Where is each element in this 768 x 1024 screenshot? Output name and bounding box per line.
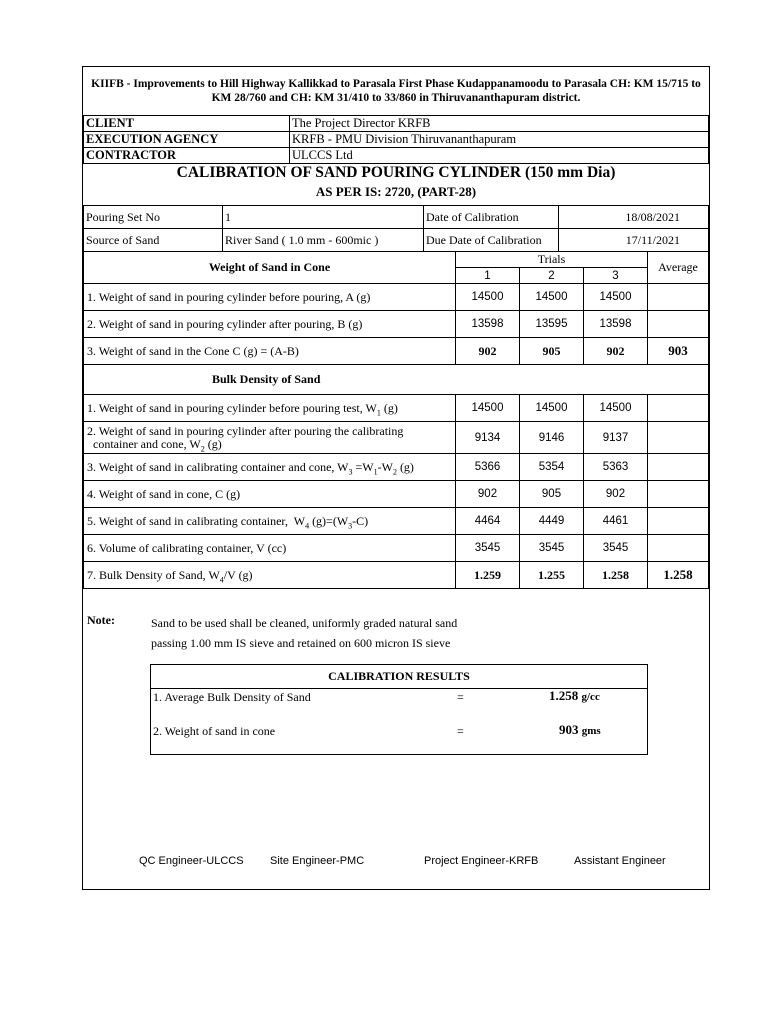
info-value: The Project Director KRFB	[290, 116, 709, 132]
trial-value: 9134	[456, 422, 520, 454]
row-label: 1. Weight of sand in pouring cylinder before pouring test, $W_1$ (g)	[84, 395, 456, 422]
bulk-section-row	[84, 365, 709, 395]
project-info-table	[83, 115, 709, 164]
row-label: 2. Weight of sand in pouring cylinder after pouring, B (g)	[84, 311, 456, 338]
details-row-2	[84, 229, 709, 252]
trial-value: 4464	[456, 508, 520, 535]
note-text	[151, 613, 457, 653]
row-label: 5. Weight of sand in calibrating container, $W_4$ $(g)=(W_3-C)$	[84, 508, 456, 535]
trial-value: 14500	[456, 284, 520, 311]
trial-value: 3545	[584, 535, 648, 562]
trial-value: 4449	[520, 508, 584, 535]
average-value: 903	[648, 338, 709, 365]
info-key: EXECUTION AGENCY	[84, 132, 290, 148]
result-row-density-label: 1. Average Bulk Density of Sand	[153, 690, 311, 704]
result-row-density-equals: =	[457, 690, 464, 704]
trial-value: 14500	[456, 395, 520, 422]
trial-value: 902	[584, 481, 648, 508]
table-row	[84, 311, 709, 338]
row-label: 6. Volume of calibrating container, V (cc)	[84, 535, 456, 562]
row-label: 2. Weight of sand in pouring cylinder after pouring the calibrating container and cone, $W_2$ (g)	[84, 422, 456, 454]
trials-header-row	[84, 252, 709, 268]
pouring-set-value: 1	[223, 206, 424, 229]
pouring-set-label: Pouring Set No	[84, 206, 223, 229]
result-row-cone-equals: =	[457, 724, 464, 738]
average-value	[648, 535, 709, 562]
project-title: KIIFB - Improvements to Hill Highway Kallikkad to Parasala First Phase Kudappanamoodu to Parasala CH: KM 15/715 to KM 28/760 and CH: KM 31/410 to 33/860 in Thiruvananthapuram district.	[91, 78, 701, 104]
info-key: CLIENT	[84, 116, 290, 132]
table-row	[84, 508, 709, 535]
average-value	[648, 508, 709, 535]
bulk-section-heading: Bulk Density of Sand	[84, 365, 709, 395]
trial-value: 3545	[520, 535, 584, 562]
date-value: 18/08/2021	[559, 206, 709, 229]
trial-value: 14500	[584, 284, 648, 311]
trial-value: 1.259	[456, 562, 520, 589]
details-row-1	[84, 206, 709, 229]
table-row	[84, 395, 709, 422]
table-row	[84, 454, 709, 481]
trial-number: 3	[584, 268, 648, 284]
density-unit: g/cc	[581, 691, 600, 703]
average-value	[648, 454, 709, 481]
average-value	[648, 481, 709, 508]
date-label: Date of Calibration	[424, 206, 559, 229]
info-key: CONTRACTOR	[84, 148, 290, 164]
average-value	[648, 311, 709, 338]
info-row-client	[84, 116, 709, 132]
trial-value: 13598	[456, 311, 520, 338]
average-label: Average	[648, 252, 709, 284]
table-row	[84, 535, 709, 562]
trial-value: 14500	[520, 284, 584, 311]
trial-value: 14500	[520, 395, 584, 422]
average-value	[648, 422, 709, 454]
trial-value: 3545	[456, 535, 520, 562]
info-row-agency	[84, 132, 709, 148]
trials-label: Trials	[456, 252, 648, 268]
source-value: River Sand ( 1.0 mm - 600mic )	[223, 229, 424, 252]
trial-value: 905	[520, 338, 584, 365]
table-row	[84, 422, 709, 454]
trial-value: 902	[456, 338, 520, 365]
main-heading: CALIBRATION OF SAND POURING CYLINDER (150 mm Dia)	[176, 164, 616, 181]
info-value: KRFB - PMU Division Thiruvananthapuram	[290, 132, 709, 148]
results-title: CALIBRATION RESULTS	[151, 665, 647, 689]
table-row	[84, 284, 709, 311]
sheet-heading	[83, 163, 709, 203]
cone-weight-unit: gms	[581, 725, 601, 737]
trial-value: 13598	[584, 311, 648, 338]
signature-assistant-engineer: Assistant Engineer	[574, 855, 666, 867]
calibration-sheet	[82, 66, 710, 890]
trial-value: 14500	[584, 395, 648, 422]
result-row-cone-label: 2. Weight of sand in cone	[153, 724, 276, 738]
trial-value: 4461	[584, 508, 648, 535]
row-label: 4. Weight of sand in cone, C (g)	[84, 481, 456, 508]
result-row-cone-value	[559, 722, 601, 738]
trial-value: 9146	[520, 422, 584, 454]
note-line: passing 1.00 mm IS sieve and retained on 600 micron IS sieve	[151, 636, 451, 650]
trial-value: 5366	[456, 454, 520, 481]
trial-value: 902	[456, 481, 520, 508]
density-value: 1.258	[549, 688, 579, 703]
trial-value: 1.255	[520, 562, 584, 589]
info-row-contractor	[84, 148, 709, 164]
trial-number: 2	[520, 268, 584, 284]
trial-number: 1	[456, 268, 520, 284]
calibration-results-box	[150, 664, 648, 755]
average-value	[648, 284, 709, 311]
average-value: 1.258	[648, 562, 709, 589]
trial-value: 5363	[584, 454, 648, 481]
result-row-density-value	[549, 688, 600, 704]
trial-value: 902	[584, 338, 648, 365]
average-value	[648, 395, 709, 422]
calibration-details-table	[83, 205, 709, 252]
signature-site-engineer: Site Engineer-PMC	[270, 855, 365, 867]
trial-value: 5354	[520, 454, 584, 481]
note-label: Note:	[87, 613, 115, 627]
due-date-value: 17/11/2021	[559, 229, 709, 252]
table-row	[84, 338, 709, 365]
trial-value: 13595	[520, 311, 584, 338]
note-line: Sand to be used shall be cleaned, uniformly graded natural sand	[151, 616, 458, 630]
signature-qc-engineer: QC Engineer-ULCCS	[139, 855, 244, 867]
cone-section-heading: Weight of Sand in Cone	[84, 252, 456, 284]
sub-heading: AS PER IS: 2720, (PART-28)	[315, 184, 477, 199]
row-label: 7. Bulk Density of Sand, $W_4/V$ (g)	[84, 562, 456, 589]
trial-value: 905	[520, 481, 584, 508]
due-date-label: Due Date of Calibration	[424, 229, 559, 252]
table-row	[84, 481, 709, 508]
signature-project-engineer: Project Engineer-KRFB	[424, 855, 539, 867]
cone-weight-value: 903	[559, 722, 579, 737]
test-results-table	[83, 251, 709, 589]
trial-value: 9137	[584, 422, 648, 454]
row-label: 1. Weight of sand in pouring cylinder before pouring, A (g)	[84, 284, 456, 311]
source-label: Source of Sand	[84, 229, 223, 252]
table-row	[84, 562, 709, 589]
info-value: ULCCS Ltd	[290, 148, 709, 164]
row-label: 3. Weight of sand in calibrating container and cone, $W_3 =W_1-W_2$ (g)	[84, 454, 456, 481]
row-label: 3. Weight of sand in the Cone C (g) = (A-B)	[84, 338, 456, 365]
trial-value: 1.258	[584, 562, 648, 589]
